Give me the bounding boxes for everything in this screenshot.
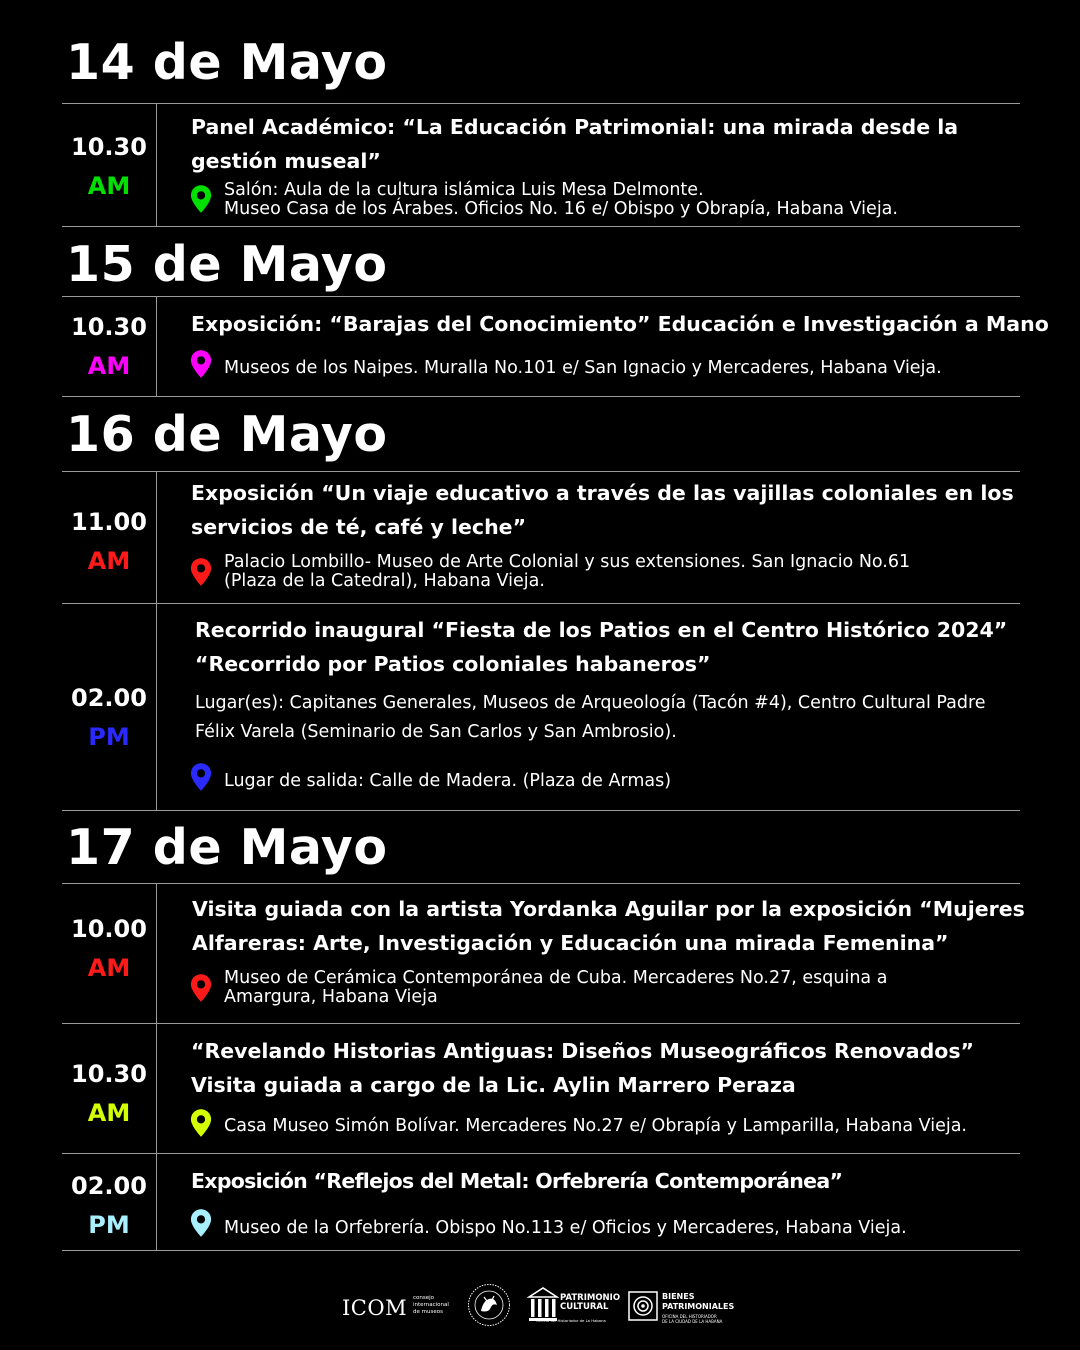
divider — [62, 471, 1020, 472]
time-period: AM — [87, 547, 131, 575]
event-title: Visita guiada con la artista Yordanka Aguilar por la exposición “Mujeres Alfareras: Arte, Investigación y Educación una mirada Femenina” — [192, 897, 1025, 955]
time-period: AM — [87, 172, 131, 200]
event-time — [62, 128, 156, 206]
event-title: Exposición: “Barajas del Conocimiento” Educación e Investigación a Mano — [191, 312, 1049, 336]
time-value: 10.30 — [71, 1060, 147, 1088]
time-period: PM — [88, 1211, 130, 1239]
event-location: Museo de la Orfebrería. Obispo No.113 e/ Oficios y Mercaderes, Habana Vieja. — [224, 1218, 907, 1238]
location-pin-icon — [190, 1108, 212, 1138]
location-pin-icon — [190, 762, 212, 792]
time-period: AM — [87, 1099, 131, 1127]
event-time — [62, 679, 156, 757]
divider — [62, 396, 1020, 397]
divider — [62, 1023, 1020, 1024]
day-heading: 15 de Mayo — [66, 236, 388, 293]
location-pin-icon — [190, 973, 212, 1003]
bienes-emblem-icon — [628, 1291, 658, 1321]
divider — [62, 103, 1020, 104]
location-pin-icon — [190, 349, 212, 379]
time-value: 10.30 — [71, 133, 147, 161]
time-period: AM — [87, 352, 131, 380]
location-pin-icon — [190, 184, 212, 214]
divider — [62, 810, 1020, 811]
event-places: Lugar(es): Capitanes Generales, Museos de Arqueología (Tacón #4), Centro Cultural Padre Félix Varela (Seminario de San Carlos y San Ambrosio). — [195, 693, 986, 742]
event-location: Lugar de salida: Calle de Madera. (Plaza de Armas) — [224, 771, 672, 791]
divider — [62, 1153, 1020, 1154]
divider — [156, 471, 157, 810]
day-heading: 17 de Mayo — [66, 819, 388, 876]
event-title: Exposición “Un viaje educativo a través de las vajillas coloniales en los servicios de té, café y leche” — [191, 481, 1014, 539]
divider — [156, 883, 157, 1251]
event-location: Salón: Aula de la cultura islámica Luis Mesa Delmonte. Museo Casa de los Árabes. Oficios No. 16 e/ Obispo y Obrapía, Habana Vieja. — [224, 180, 898, 219]
location-pin-icon — [190, 557, 212, 587]
event-location: Palacio Lombillo- Museo de Arte Colonial y sus extensiones. San Ignacio No.61 (Plaza de la Catedral), Habana Vieja. — [224, 552, 911, 591]
day-heading: 14 de Mayo — [66, 34, 388, 91]
time-value: 02.00 — [71, 684, 147, 712]
time-value: 10.30 — [71, 313, 147, 341]
sponsor-logos: ICOM consejo internacional de museos PATRIMONIO CULTURAL Oficina del Historiador de La Habana BIENES PATRIMONIALES OFICINA DEL HISTORIADOR DE LA CIUDAD DE LA HABANA — [0, 1280, 1080, 1330]
divider — [62, 883, 1020, 884]
historian-seal-icon — [467, 1283, 511, 1327]
time-value: 02.00 — [71, 1172, 147, 1200]
event-location: Casa Museo Simón Bolívar. Mercaderes No.27 e/ Obrapía y Lamparilla, Habana Vieja. — [224, 1116, 967, 1136]
divider — [62, 296, 1020, 297]
event-title: Exposición “Reflejos del Metal: Orfebrería Contemporánea” — [191, 1169, 843, 1193]
event-title: Panel Académico: “La Educación Patrimonial: una mirada desde la gestión museal” — [191, 115, 959, 173]
time-period: AM — [87, 954, 131, 982]
divider — [62, 226, 1020, 227]
event-time — [62, 1055, 156, 1133]
divider — [156, 103, 157, 227]
event-time — [62, 910, 156, 988]
location-pin-icon — [190, 1208, 212, 1238]
time-value: 11.00 — [71, 508, 147, 536]
time-period: PM — [88, 723, 130, 751]
event-time — [62, 1167, 156, 1245]
divider — [62, 603, 1020, 604]
day-heading: 16 de Mayo — [66, 406, 388, 463]
time-value: 10.00 — [71, 915, 147, 943]
event-time — [62, 308, 156, 386]
event-location: Museo de Cerámica Contemporánea de Cuba. Mercaderes No.27, esquina a Amargura, Habana Vieja — [224, 968, 888, 1007]
divider — [62, 1250, 1020, 1251]
event-location: Museos de los Naipes. Muralla No.101 e/ San Ignacio y Mercaderes, Habana Vieja. — [224, 358, 942, 378]
divider — [156, 296, 157, 396]
event-title: Recorrido inaugural “Fiesta de los Patios en el Centro Histórico 2024” “Recorrido por Patios coloniales habaneros” — [195, 618, 1008, 676]
event-time — [62, 503, 156, 581]
event-title: “Revelando Historias Antiguas: Diseños Museográficos Renovados” Visita guiada a cargo de la Lic. Aylin Marrero Peraza — [191, 1039, 975, 1097]
